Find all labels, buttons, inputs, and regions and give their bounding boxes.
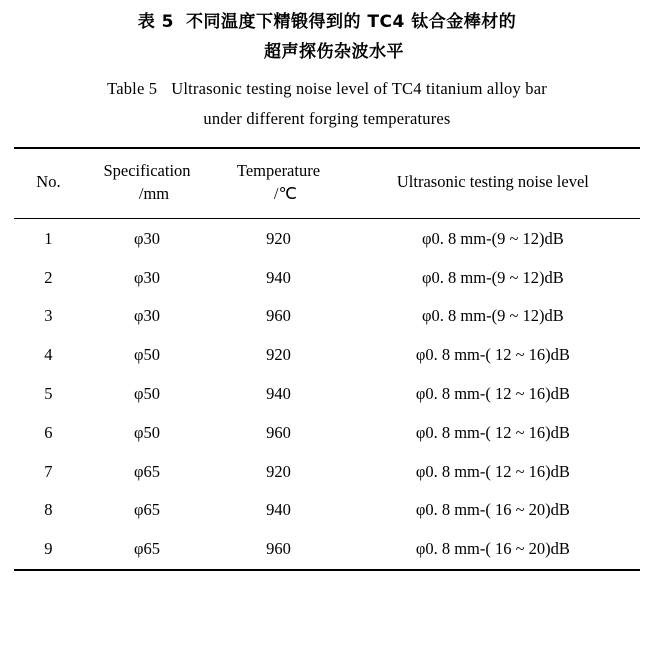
cell-noise-level: φ0. 8 mm-( 12 ~ 16)dB <box>415 422 570 442</box>
cell-temperature: 940 <box>266 500 291 520</box>
cell-temperature: 940 <box>266 384 291 404</box>
cell-temperature: 960 <box>266 306 291 326</box>
table-row <box>14 491 640 530</box>
column-header-temperature-main: Temperature <box>236 160 321 180</box>
noise-level-table <box>14 147 640 571</box>
table-row <box>14 219 640 258</box>
cell-no: 4 <box>44 345 53 365</box>
cell-no: 5 <box>44 384 53 404</box>
cell-noise-level: φ0. 8 mm-(9 ~ 12)dB <box>422 267 564 287</box>
cell-noise-level: φ0. 8 mm-( 16 ~ 20)dB <box>415 500 570 520</box>
cell-specification: φ30 <box>83 219 211 258</box>
caption-chinese-line1 <box>14 8 640 38</box>
cell-temperature: 920 <box>211 219 346 258</box>
cell-specification: φ50 <box>134 422 161 442</box>
table-body <box>14 219 640 570</box>
cell-noise-level: φ0. 8 mm-( 16 ~ 20)dB <box>346 530 640 570</box>
column-header-temperature <box>211 148 346 219</box>
caption-english-line2: under different forging temperatures <box>203 109 451 129</box>
cell-temperature: 920 <box>266 461 291 481</box>
cell-temperature: 920 <box>266 345 291 365</box>
table-header <box>14 148 640 219</box>
cell-no: 3 <box>44 306 53 326</box>
cell-noise-level: φ0. 8 mm-(9 ~ 12)dB <box>346 219 640 258</box>
cell-no: 9 <box>14 530 83 570</box>
cell-temperature: 940 <box>266 267 291 287</box>
table-row <box>14 413 640 452</box>
table-row <box>14 530 640 570</box>
caption-english-line1 <box>14 74 640 105</box>
table-row <box>14 297 640 336</box>
column-header-temperature-unit: /℃ <box>273 184 298 204</box>
cell-no: 8 <box>44 500 53 520</box>
cell-specification: φ30 <box>134 306 161 326</box>
column-header-specification-main: Specification <box>103 160 191 180</box>
cell-specification: φ65 <box>134 500 161 520</box>
table-row <box>14 452 640 491</box>
cell-noise-level: φ0. 8 mm-(9 ~ 12)dB <box>422 306 564 326</box>
caption-english-text1: Ultrasonic testing noise level of TC4 titanium alloy bar <box>171 78 547 98</box>
caption-chinese-text1: 不同温度下精锻得到的 TC4 钛合金棒材的 <box>186 12 517 32</box>
cell-no: 7 <box>44 461 53 481</box>
column-header-noise-level: Ultrasonic testing noise level <box>346 148 640 219</box>
caption-chinese <box>14 8 640 68</box>
cell-no: 6 <box>44 422 53 442</box>
column-header-specification <box>83 148 211 219</box>
caption-english-label: Table 5 <box>107 78 158 98</box>
cell-specification: φ65 <box>83 530 211 570</box>
caption-english <box>14 74 640 135</box>
cell-specification: φ65 <box>134 461 161 481</box>
cell-no: 1 <box>14 219 83 258</box>
cell-noise-level: φ0. 8 mm-( 12 ~ 16)dB <box>415 461 570 481</box>
column-header-no: No. <box>14 148 83 219</box>
cell-temperature: 960 <box>211 530 346 570</box>
table-row <box>14 258 640 297</box>
table-row <box>14 336 640 375</box>
cell-specification: φ50 <box>134 384 161 404</box>
cell-specification: φ50 <box>134 345 161 365</box>
cell-specification: φ30 <box>134 267 161 287</box>
cell-no: 2 <box>44 267 53 287</box>
caption-chinese-line2: 超声探伤杂波水平 <box>264 41 404 62</box>
caption-chinese-label: 表 5 <box>137 12 174 32</box>
cell-noise-level: φ0. 8 mm-( 12 ~ 16)dB <box>415 384 570 404</box>
table-row <box>14 375 640 414</box>
column-header-specification-unit: /mm <box>138 184 170 204</box>
cell-temperature: 960 <box>266 422 291 442</box>
cell-noise-level: φ0. 8 mm-( 12 ~ 16)dB <box>415 345 570 365</box>
table-header-row <box>14 148 640 219</box>
